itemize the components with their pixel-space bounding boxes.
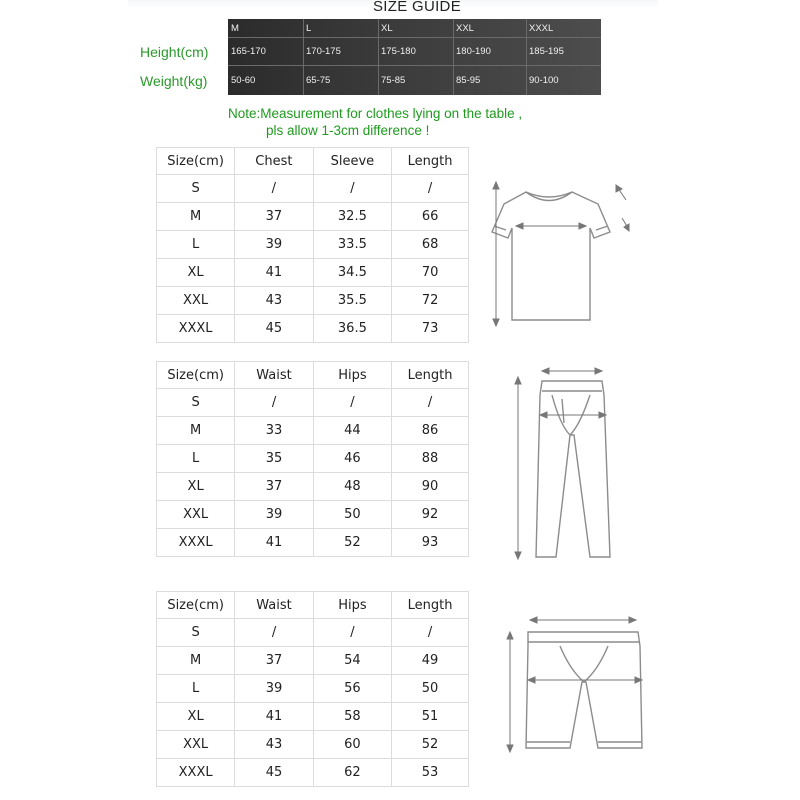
table-row (157, 259, 469, 287)
table-cell: S (157, 619, 235, 647)
table-cell: / (392, 619, 469, 647)
table-header-row (157, 362, 469, 389)
table-cell: XXL (157, 501, 235, 529)
chart-height-xxl: 180-190 (456, 46, 491, 57)
table-header-cell: Size(cm) (157, 362, 235, 389)
table-row (157, 619, 469, 647)
shirt-size-table (156, 147, 469, 343)
table-cell: 45 (235, 759, 314, 787)
chart-divider (228, 65, 601, 66)
waist-arrow (530, 617, 636, 623)
pants-size-table (156, 361, 469, 557)
table-cell: S (157, 389, 235, 417)
table-header-cell: Waist (235, 362, 314, 389)
table-cell: 50 (392, 675, 469, 703)
chart-column-divider (453, 19, 454, 95)
table-cell: 35.5 (313, 287, 392, 315)
table-header-cell: Waist (235, 592, 314, 619)
table-cell: XXL (157, 287, 235, 315)
waist-arrow (542, 368, 602, 374)
chart-weight-xxxl: 90-100 (529, 75, 559, 86)
table-cell: 41 (235, 703, 314, 731)
height-weight-chart (228, 19, 601, 95)
table-cell: / (392, 389, 469, 417)
weight-label: Weight(kg) (140, 73, 208, 89)
chart-column-divider (303, 19, 304, 95)
table-header-row (157, 148, 469, 175)
shorts-size-table (156, 591, 469, 787)
table-cell: XL (157, 259, 235, 287)
pants-diagram (506, 365, 626, 565)
table-cell: 43 (235, 731, 314, 759)
table-cell: 52 (392, 731, 469, 759)
table-cell: 66 (392, 203, 469, 231)
table-cell: 70 (392, 259, 469, 287)
table-header-cell: Sleeve (313, 148, 392, 175)
table-cell: / (313, 389, 391, 417)
chart-weight-l: 65-75 (306, 75, 331, 86)
table-cell: / (313, 619, 391, 647)
table-header-cell: Hips (313, 362, 391, 389)
table-row (157, 287, 469, 315)
table-cell: 72 (392, 287, 469, 315)
table-row (157, 731, 469, 759)
table-cell: 39 (235, 675, 314, 703)
chart-height-l: 170-175 (306, 46, 341, 57)
table-cell: 43 (235, 287, 313, 315)
table-cell: 54 (313, 647, 391, 675)
table-cell: 62 (313, 759, 391, 787)
chest-arrow (516, 223, 586, 229)
table-row (157, 529, 469, 557)
height-label: Height(cm) (140, 44, 209, 60)
length-arrow (507, 632, 513, 752)
table-cell: 90 (392, 473, 469, 501)
note-line-2: pls allow 1-3cm difference ! (266, 123, 430, 138)
table-cell: 60 (313, 731, 391, 759)
table-row (157, 315, 469, 343)
table-cell: 86 (392, 417, 469, 445)
table-header-cell: Size(cm) (157, 592, 235, 619)
table-cell: 33 (235, 417, 314, 445)
chart-weight-xxl: 85-95 (456, 75, 481, 86)
table-cell: / (235, 175, 313, 203)
table-cell: 93 (392, 529, 469, 557)
chart-size-l: L (306, 23, 312, 34)
tshirt-diagram (486, 178, 634, 330)
table-row (157, 501, 469, 529)
table-cell: 37 (235, 203, 313, 231)
table-cell: 49 (392, 647, 469, 675)
table-cell: XXXL (157, 315, 235, 343)
table-header-cell: Length (392, 592, 469, 619)
table-row (157, 175, 469, 203)
table-header-cell: Hips (313, 592, 391, 619)
table-header-cell: Size(cm) (157, 148, 235, 175)
length-arrow (493, 182, 499, 326)
chart-column-divider (526, 19, 527, 95)
table-row (157, 203, 469, 231)
table-cell: M (157, 647, 235, 675)
table-row (157, 759, 469, 787)
table-cell: 56 (313, 675, 391, 703)
table-cell: 68 (392, 231, 469, 259)
table-row (157, 703, 469, 731)
table-cell: 37 (235, 647, 314, 675)
table-cell: 51 (392, 703, 469, 731)
chart-divider (228, 37, 601, 38)
page-title: SIZE GUIDE (372, 0, 461, 15)
table-cell: L (157, 231, 235, 259)
table-row (157, 647, 469, 675)
table-cell: 92 (392, 501, 469, 529)
table-cell: 53 (392, 759, 469, 787)
table-cell: / (313, 175, 392, 203)
chart-column-divider (378, 19, 379, 95)
note-line-1: Note:Measurement for clothes lying on the table , (228, 106, 523, 121)
table-cell: 32.5 (313, 203, 392, 231)
table-cell: 33.5 (313, 231, 392, 259)
table-cell: 41 (235, 529, 314, 557)
tshirt-outline (492, 192, 610, 320)
chart-height-xl: 175-180 (381, 46, 416, 57)
table-cell: 52 (313, 529, 391, 557)
table-cell: 88 (392, 445, 469, 473)
table-cell: 45 (235, 315, 313, 343)
length-arrow (515, 377, 521, 559)
table-cell: 39 (235, 501, 314, 529)
table-cell: 34.5 (313, 259, 392, 287)
table-row (157, 231, 469, 259)
table-cell: L (157, 675, 235, 703)
shorts-outline (526, 632, 642, 748)
shorts-diagram (500, 610, 650, 760)
pants-outline (536, 381, 610, 557)
chart-size-xxxl: XXXL (529, 23, 554, 34)
table-cell: XL (157, 703, 235, 731)
chart-size-xl: XL (381, 23, 393, 34)
table-row (157, 675, 469, 703)
sleeve-arrow (616, 185, 629, 231)
table-cell: 36.5 (313, 315, 392, 343)
table-cell: 58 (313, 703, 391, 731)
table-cell: XL (157, 473, 235, 501)
chart-weight-m: 50-60 (231, 75, 256, 86)
table-row (157, 389, 469, 417)
table-row (157, 417, 469, 445)
table-cell: XXL (157, 731, 235, 759)
table-cell: 44 (313, 417, 391, 445)
table-cell: 73 (392, 315, 469, 343)
table-cell: 37 (235, 473, 314, 501)
table-cell: 39 (235, 231, 313, 259)
hips-arrow (540, 412, 606, 418)
table-cell: XXXL (157, 529, 235, 557)
table-cell: 46 (313, 445, 391, 473)
chart-height-xxxl: 185-195 (529, 46, 564, 57)
table-cell: 48 (313, 473, 391, 501)
chart-height-m: 165-170 (231, 46, 266, 57)
chart-size-xxl: XXL (456, 23, 474, 34)
table-header-cell: Length (392, 362, 469, 389)
table-cell: 35 (235, 445, 314, 473)
chart-weight-xl: 75-85 (381, 75, 406, 86)
table-cell: L (157, 445, 235, 473)
table-cell: / (392, 175, 469, 203)
table-header-cell: Chest (235, 148, 313, 175)
table-row (157, 473, 469, 501)
table-cell: 50 (313, 501, 391, 529)
table-cell: M (157, 203, 235, 231)
table-cell: M (157, 417, 235, 445)
chart-size-m: M (231, 23, 239, 34)
table-cell: / (235, 619, 314, 647)
table-cell: XXXL (157, 759, 235, 787)
table-header-row (157, 592, 469, 619)
table-cell: S (157, 175, 235, 203)
table-row (157, 445, 469, 473)
table-cell: / (235, 389, 314, 417)
table-cell: 41 (235, 259, 313, 287)
table-header-cell: Length (392, 148, 469, 175)
